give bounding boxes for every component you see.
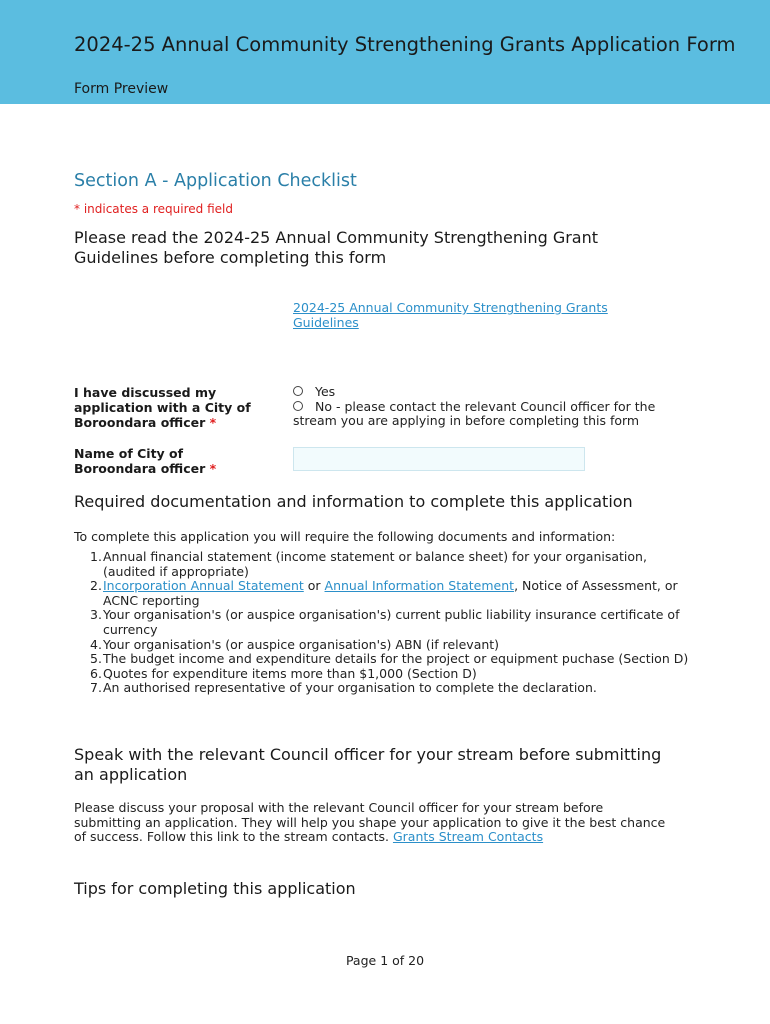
required-field-note: * indicates a required field (74, 202, 233, 216)
discussed-officer-label-text: I have discussed my application with a City of Boroondara officer (74, 385, 251, 430)
speak-officer-text: Please discuss your proposal with the relevant Council officer for your stream before submitting an application. They will help you shape your application to give it the best chance of success. Follow this link to the stream contacts. (74, 800, 666, 845)
radio-label-yes: Yes (315, 384, 336, 399)
form-subtitle: Form Preview (74, 81, 169, 97)
officer-name-label (74, 446, 234, 476)
radio-option-yes[interactable] (293, 385, 693, 400)
discussed-officer-label (74, 385, 274, 430)
grants-stream-contacts-link[interactable]: Grants Stream Contacts (392, 829, 544, 845)
incorporation-annual-statement-link[interactable]: Incorporation Annual Statement (103, 578, 304, 594)
list-item: 1. Annual financial statement (income statement or balance sheet) for your organisation, (audited if appropriate) (90, 549, 647, 579)
annual-information-statement-link[interactable]: Annual Information Statement (324, 578, 515, 594)
form-header (0, 0, 770, 104)
officer-name-label-text: Name of City of Boroondara officer (74, 446, 206, 476)
radio-label-no: No - please contact the relevant Council officer for the stream you are applying in before completing this form (293, 398, 656, 428)
officer-name-input[interactable] (293, 447, 585, 471)
documentation-list (74, 550, 694, 696)
form-title: 2024-25 Annual Community Strengthening Grants Application Form (74, 33, 736, 56)
speak-officer-heading: Speak with the relevant Council officer for your stream before submitting an application (74, 745, 662, 784)
list-item: 5. The budget income and expenditure details for the project or equipment puchase (Section D) (90, 651, 689, 667)
documentation-intro: To complete this application you will require the following documents and information: (74, 529, 616, 544)
list-item: 2. Incorporation Annual Statement or Annual Information Statement, Notice of Assessment, or ACNC reporting (90, 578, 678, 608)
list-item: 3. Your organisation's (or auspice organisation's) current public liability insurance certificate of currency (90, 607, 680, 637)
list-item: 6. Quotes for expenditure items more than $1,000 (Section D) (90, 665, 477, 681)
page-number: Page 1 of 20 (345, 953, 425, 968)
required-asterisk: * (209, 415, 217, 430)
guidelines-heading: Please read the 2024-25 Annual Community Strengthening Grant Guidelines before completing this form (74, 228, 599, 267)
documentation-heading: Required documentation and information to complete this application (74, 492, 633, 511)
list-item: 7. An authorised representative of your organisation to complete the declaration. (90, 680, 597, 696)
guidelines-link[interactable]: 2024-25 Annual Community Strengthening Grants Guidelines (293, 300, 608, 330)
list-item: 4. Your organisation's (or auspice organisation's) ABN (if relevant) (90, 636, 500, 652)
radio-button-no[interactable] (293, 401, 303, 411)
discussed-officer-radio-group (293, 385, 693, 429)
tips-heading: Tips for completing this application (74, 879, 356, 898)
required-asterisk: * (209, 461, 217, 476)
radio-button-yes[interactable] (293, 386, 303, 396)
radio-option-no[interactable] (293, 400, 693, 429)
section-title: Section A - Application Checklist (74, 171, 357, 191)
speak-officer-body (74, 801, 674, 845)
